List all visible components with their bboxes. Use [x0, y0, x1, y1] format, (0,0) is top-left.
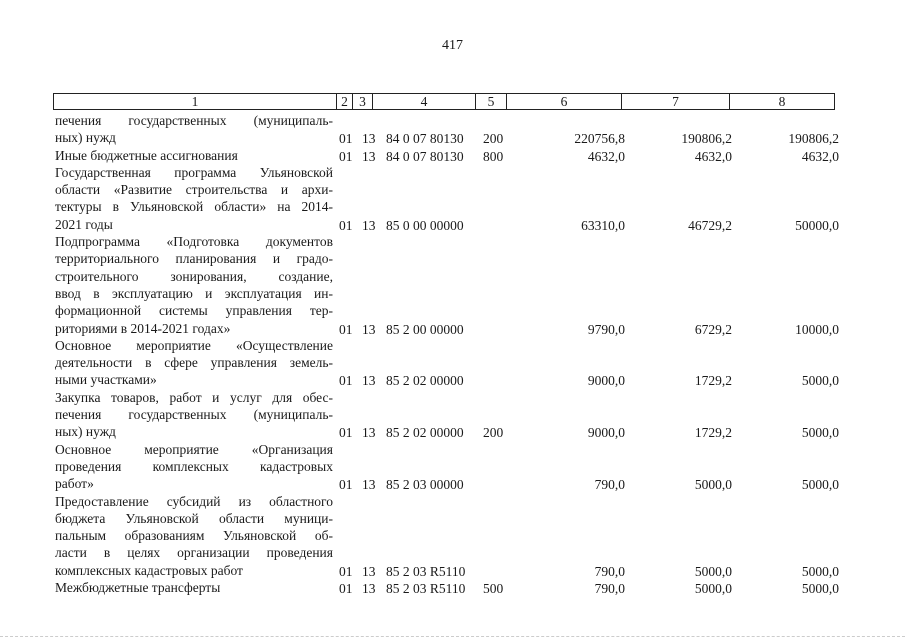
cell-col-3: 13: [362, 217, 376, 233]
cell-col-3: 13: [362, 581, 376, 597]
cell-col-5: 800: [483, 148, 504, 164]
row-name-line: Закупка товаров, работ и услуг для обес-: [55, 389, 333, 405]
cell-col-2: 01: [339, 321, 353, 337]
cell-col-6: 790,0: [594, 477, 625, 493]
row-name: [55, 579, 333, 596]
cell-col-7: 5000,0: [694, 477, 732, 493]
row-name-line: ных) нужд: [55, 424, 116, 440]
cell-col-4: 85 2 03 R5110: [386, 581, 466, 597]
row-name-line: ласти в целях организации проведения: [55, 545, 333, 561]
row-name-line: формационной системы управления тер-: [55, 303, 333, 319]
cell-col-6: 4632,0: [587, 148, 625, 164]
scan-edge-divider: [0, 636, 905, 638]
cell-col-7: 1729,2: [694, 373, 732, 389]
cell-col-8: 190806,2: [788, 131, 839, 147]
cell-col-8: 5000,0: [801, 563, 839, 579]
cell-col-7: 6729,2: [694, 321, 732, 337]
cell-col-8: 50000,0: [795, 217, 839, 233]
cell-col-3: 13: [362, 131, 376, 147]
column-header-7: 7: [622, 94, 730, 110]
cell-col-8: 10000,0: [795, 321, 839, 337]
column-header-8: 8: [730, 94, 835, 110]
cell-col-2: 01: [339, 425, 353, 441]
row-name-line: области «Развитие строительства и архи-: [55, 182, 333, 198]
cell-col-7: 5000,0: [694, 581, 732, 597]
cell-col-6: 63310,0: [581, 217, 625, 233]
row-name-line: Основное мероприятие «Организация: [55, 441, 333, 457]
cell-col-5: 500: [483, 581, 504, 597]
column-header-5: 5: [476, 94, 507, 110]
row-name-line: бюджета Ульяновской области муници-: [55, 510, 333, 526]
row-name-line: пальным образованиям Ульяновской об-: [55, 528, 333, 544]
row-name-line: Государственная программа Ульяновской: [55, 164, 333, 180]
cell-col-8: 5000,0: [801, 425, 839, 441]
cell-col-3: 13: [362, 148, 376, 164]
cell-col-8: 5000,0: [801, 477, 839, 493]
cell-col-2: 01: [339, 581, 353, 597]
column-header-3: 3: [353, 94, 373, 110]
cell-col-7: 5000,0: [694, 563, 732, 579]
row-name-line: печения государственных (муниципаль-: [55, 113, 333, 128]
cell-col-4: 84 0 07 80130: [386, 131, 464, 147]
cell-col-2: 01: [339, 217, 353, 233]
row-name: [55, 112, 333, 147]
row-name: [55, 493, 333, 579]
row-name: [55, 337, 333, 389]
cell-col-6: 790,0: [594, 581, 625, 597]
row-name-line: строительного зонирования, создание,: [55, 268, 333, 284]
cell-col-2: 01: [339, 373, 353, 389]
row-name-line: печения государственных (муниципаль-: [55, 407, 333, 423]
row-name: [55, 441, 333, 493]
cell-col-8: 5000,0: [801, 373, 839, 389]
row-name-line: территориального планирования и градо-: [55, 251, 333, 267]
page-number: 417: [442, 38, 463, 53]
row-name: [55, 164, 333, 233]
cell-col-7: 46729,2: [688, 217, 732, 233]
cell-col-3: 13: [362, 477, 376, 493]
cell-col-3: 13: [362, 373, 376, 389]
row-name: [55, 389, 333, 441]
cell-col-6: 220756,8: [574, 131, 625, 147]
cell-col-8: 5000,0: [801, 581, 839, 597]
row-name-line: деятельности в сфере управления земель-: [55, 355, 333, 371]
row-name-line: Основное мероприятие «Осуществление: [55, 337, 333, 353]
cell-col-8: 4632,0: [801, 148, 839, 164]
cell-col-6: 9000,0: [587, 425, 625, 441]
cell-col-4: 85 2 03 00000: [386, 477, 464, 493]
column-header-table: [53, 93, 835, 110]
cell-col-4: 84 0 07 80130: [386, 148, 464, 164]
row-name-line: Предоставление субсидий из областного: [55, 493, 333, 509]
row-name-line: Межбюджетные трансферты: [55, 580, 221, 596]
cell-col-4: 85 2 02 00000: [386, 425, 464, 441]
cell-col-3: 13: [362, 321, 376, 337]
row-name: [55, 147, 333, 164]
cell-col-5: 200: [483, 425, 504, 441]
row-name-line: работ»: [55, 476, 94, 492]
cell-col-4: 85 2 03 R5110: [386, 563, 466, 579]
cell-col-2: 01: [339, 148, 353, 164]
cell-col-3: 13: [362, 425, 376, 441]
row-name-line: проведения комплексных кадастровых: [55, 458, 333, 474]
row-name-line: тектуры в Ульяновской области» на 2014-: [55, 199, 333, 215]
cell-col-2: 01: [339, 131, 353, 147]
column-header-1: 1: [54, 94, 337, 110]
cell-col-4: 85 0 00 00000: [386, 217, 464, 233]
row-name-line: 2021 годы: [55, 216, 113, 232]
row-name-line: Подпрограмма «Подготовка документов: [55, 234, 333, 250]
row-name-line: риториями в 2014-2021 годах»: [55, 320, 231, 336]
row-name-line: ввод в эксплуатацию и эксплуатация ин-: [55, 285, 333, 301]
cell-col-7: 4632,0: [694, 148, 732, 164]
row-name-line: Иные бюджетные ассигнования: [55, 147, 238, 163]
cell-col-4: 85 2 02 00000: [386, 373, 464, 389]
cell-col-4: 85 2 00 00000: [386, 321, 464, 337]
cell-col-6: 9790,0: [587, 321, 625, 337]
cell-col-6: 790,0: [594, 563, 625, 579]
cell-col-2: 01: [339, 477, 353, 493]
cell-col-6: 9000,0: [587, 373, 625, 389]
cell-col-7: 190806,2: [681, 131, 732, 147]
row-name: [55, 233, 333, 337]
cell-col-3: 13: [362, 563, 376, 579]
column-header-2: 2: [337, 94, 353, 110]
row-name-line: ных) нужд: [55, 130, 116, 146]
row-name-line: ными участками»: [55, 372, 157, 388]
column-header-6: 6: [507, 94, 622, 110]
cell-col-5: 200: [483, 131, 504, 147]
cell-col-2: 01: [339, 563, 353, 579]
column-header-4: 4: [373, 94, 476, 110]
row-name-line: комплексных кадастровых работ: [55, 562, 243, 578]
cell-col-7: 1729,2: [694, 425, 732, 441]
